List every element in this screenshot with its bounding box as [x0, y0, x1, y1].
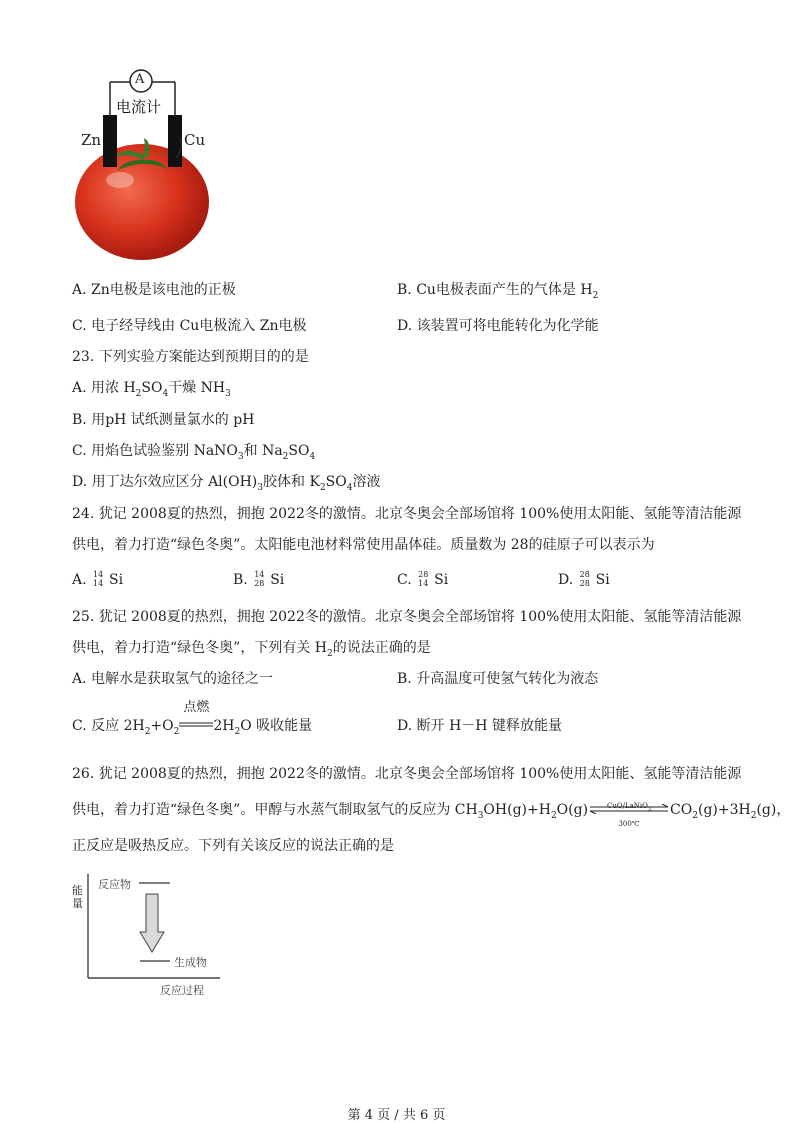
q23-stem: 23. 下列实验方案能达到预期目的的是 — [72, 349, 309, 365]
q26-stem-line1: 26. 犹记 2008夏的热烈，拥抱 2022冬的激情。北京冬奥会全部场馆将 100%使用太阳能、氢能等清洁能源 — [72, 766, 742, 782]
equilibrium-arrow: CuO/LaNiO$_3$ 300℃ — [588, 800, 670, 820]
q22-option-a: A. Zn电极是该电池的正极 — [72, 282, 236, 298]
q25-option-c: C. 反应 $2H_2+O_2$ 点燃 $2H_2O$ 吸收能量 — [72, 700, 313, 737]
ammeter-symbol: A — [135, 72, 145, 87]
q22-option-b: B. Cu电极表面产生的气体是 $H_2$ — [397, 282, 599, 301]
q23-option-c: C. 用焰色试验鉴别 NaNO$_3$和 $Na_2SO_4$ — [72, 443, 316, 462]
q25-option-a: A. 电解水是获取氢气的途径之一 — [72, 671, 274, 687]
ignite-condition: 点燃 — [183, 700, 210, 715]
q22-option-d: D. 该装置可将电能转化为化学能 — [397, 318, 599, 334]
zn-electrode-label: Zn — [81, 131, 102, 149]
q25-option-b: B. 升高温度可使氢气转化为液态 — [397, 671, 599, 687]
ammeter-label: 电流计 — [116, 98, 162, 116]
reactant-label: 反应物 — [98, 878, 131, 891]
energy-y-label: 能量 — [72, 884, 83, 910]
q26-stem-line3: 正反应是吸热反应。下列有关该反应的说法正确的是 — [72, 838, 394, 854]
q24-option-b: B. 14 28 Si — [233, 570, 285, 588]
q24-option-d: D. 28 28 Si — [558, 570, 610, 588]
cu-electrode-label: Cu — [184, 131, 206, 149]
q24-stem-line2: 供电，着力打造“绿色冬奥”。太阳能电池材料常使用晶体硅。质量数为 28的硅原子可以表示为 — [72, 537, 655, 553]
product-label: 生成物 — [174, 956, 207, 969]
q23-option-b: B. 用pH 试纸测量氯水的 pH — [72, 412, 255, 428]
q26-stem-line2: 供电，着力打造“绿色冬奥”。甲醇与水蒸气制取氢气的反应为 $CH_3OH(g)+H_2O(g)$ CuO/LaNiO$_3$ 300℃ $CO_2(g)+3H_2(g)$， — [72, 802, 791, 828]
q24-stem-line1: 24. 犹记 2008夏的热烈，拥抱 2022冬的激情。北京冬奥会全部场馆将 100%使用太阳能、氢能等清洁能源 — [72, 506, 742, 522]
q25-option-d: D. 断开 H－H 键释放能量 — [397, 718, 562, 734]
energy-diagram — [68, 872, 228, 1000]
q22-option-c: C. 电子经导线由 Cu电极流入 Zn电极 — [72, 318, 307, 334]
energy-x-label: 反应过程 — [160, 984, 204, 997]
q23-option-a: A. 用浓 $H_2SO_4$干燥 $NH_3$ — [72, 380, 231, 399]
q24-option-c: C. 28 14 Si — [397, 570, 449, 588]
q25-stem-line2: 供电，着力打造“绿色冬奥”，下列有关 $H_2$的说法正确的是 — [72, 640, 431, 659]
q24-option-a: A. 14 14 Si — [72, 570, 124, 588]
q23-option-d: D. 用丁达尔效应区分 $Al(OH)_3$胶体和 $K_2SO_4$溶液 — [72, 474, 381, 493]
page-footer: 第 4 页 / 共 6 页 — [347, 1108, 446, 1123]
battery-figure — [72, 60, 222, 265]
q25-stem-line1: 25. 犹记 2008夏的热烈，拥抱 2022冬的激情。北京冬奥会全部场馆将 100%使用太阳能、氢能等清洁能源 — [72, 609, 742, 625]
